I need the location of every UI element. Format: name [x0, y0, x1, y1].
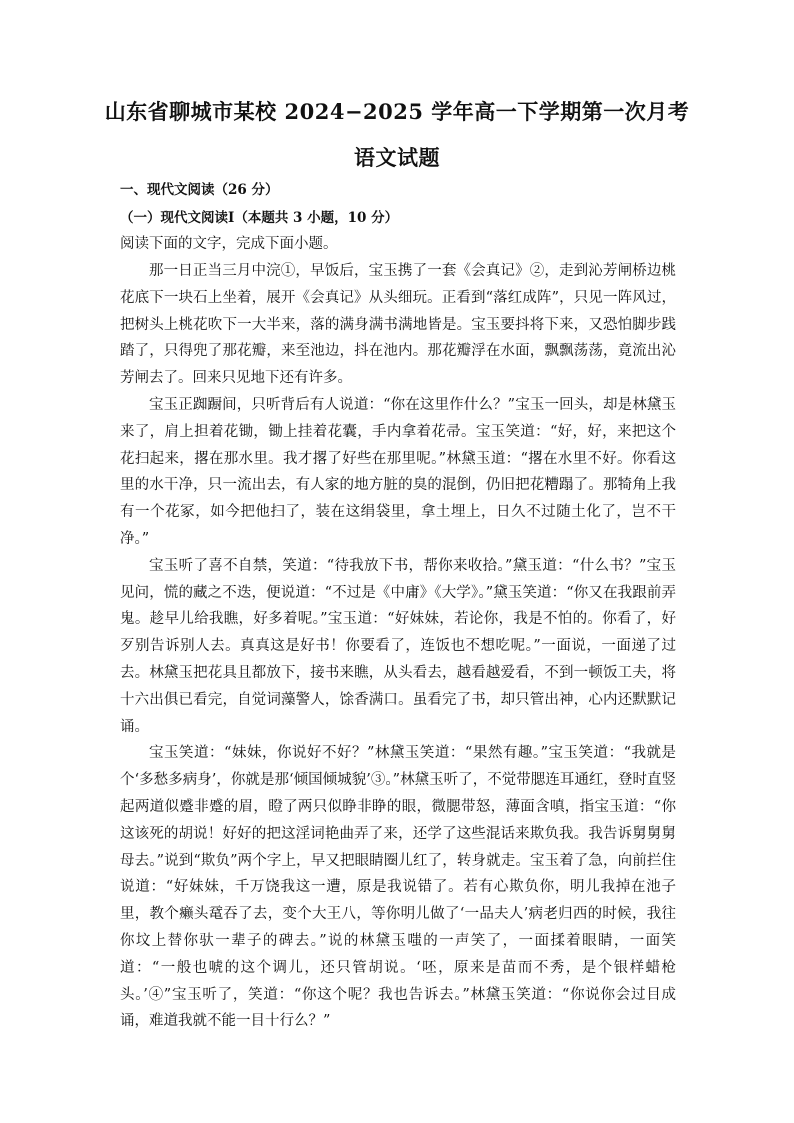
exam-title: 山东省聊城市某校 2024−2025 学年高一下学期第一次月考 — [104, 99, 690, 124]
passage-paragraph-1: 那一日正当三月中浣①，早饭后，宝玉携了一套《会真记》②，走到沁芳闸桥边桃花底下一块石上坐着，展开《会真记》从头细玩。正看到“落红成阵”，只见一阵风过，把树头上桃花吹下一大半来，落的满身满书满地皆是。宝玉要抖将下来，又恐怕脚步践踏了，只得兜了那花瓣，来至池边，抖在池内。那花瓣浮在水面，飘飘荡荡，竟流出沁芳闸去了。回来只见地下还有许多。 — [120, 263, 676, 387]
section-heading: 一、现代文阅读（26 分） — [120, 182, 279, 198]
reading-passage — [120, 258, 676, 1035]
subsection-heading: （一）现代文阅读Ⅰ（本题共 3 小题，10 分） — [120, 210, 399, 226]
passage-paragraph-4: 宝玉笑道：“妹妹，你说好不好？”林黛玉笑道：“果然有趣。”宝玉笑道：“我就是个‘多愁多病身’，你就是那‘倾国倾城貌’③。”林黛玉听了，不觉带腮连耳通红，登时直竖起两道似蹙非蹙的眉，瞪了两只似睁非睁的眼，微腮带怒，薄面含嗔，指宝玉道：“你这该死的胡说！好好的把这淫词艳曲弄了来，还学了这些混话来欺负我。我告诉舅舅舅母去。”说到“欺负”两个字上，早又把眼睛圈儿红了，转身就走。宝玉着了急，向前拦住说道：“好妹妹，千万饶我这一遭，原是我说错了。若有心欺负你，明儿我掉在池子里，教个癞头鼋吞了去，变个大王八，等你明儿做了‘一品夫人’病老归西的时候，我往你坟上替你驮一辈子的碑去。”说的林黛玉嗤的一声笑了，一面揉着眼睛，一面笑道：“一般也唬的这个调儿，还只管胡说。‘呸，原来是苗而不秀，是个银样蜡枪头。’④”宝玉听了，笑道：“你这个呢？我也告诉去。”林黛玉笑道：“你说你会过目成诵，难道我就不能一目十行么？” — [120, 745, 676, 1030]
passage-paragraph-3: 宝玉听了喜不自禁，笑道：“待我放下书，帮你来收拾。”黛玉道：“什么书？”宝玉见问，慌的藏之不迭，便说道：“不过是《中庸》《大学》。”黛玉笑道：“你又在我跟前弄鬼。趁早儿给我瞧，好多着呢。”宝玉道：“好妹妹，若论你，我是不怕的。你看了，好歹别告诉别人去。真真这是好书！你要看了，连饭也不想吃呢。”一面说，一面递了过去。林黛玉把花具且都放下，接书来瞧，从头看去，越看越爱看，不到一顿饭工夫，将十六出俱已看完，自觉词藻警人，馀香满口。虽看完了书，却只管出神，心内还默默记诵。 — [120, 557, 676, 735]
exam-subtitle: 语文试题 — [354, 145, 440, 170]
reading-instruction: 阅读下面的文字，完成下面小题。 — [120, 236, 338, 252]
passage-paragraph-2: 宝玉正踟蹰间，只听背后有人说道：“你在这里作什么？”宝玉一回头，却是林黛玉来了，肩上担着花锄，锄上挂着花囊，手内拿着花帚。宝玉笑道：“好，好，来把这个花扫起来，撂在那水里。我才撂了好些在那里呢。”林黛玉道：“撂在水里不好。你看这里的水干净，只一流出去，有人家的地方脏的臭的混倒，仍旧把花糟蹋了。那犄角上我有一个花冢，如今把他扫了，装在这绢袋里，拿土埋上，日久不过随土化了，岂不干净。” — [120, 396, 676, 547]
